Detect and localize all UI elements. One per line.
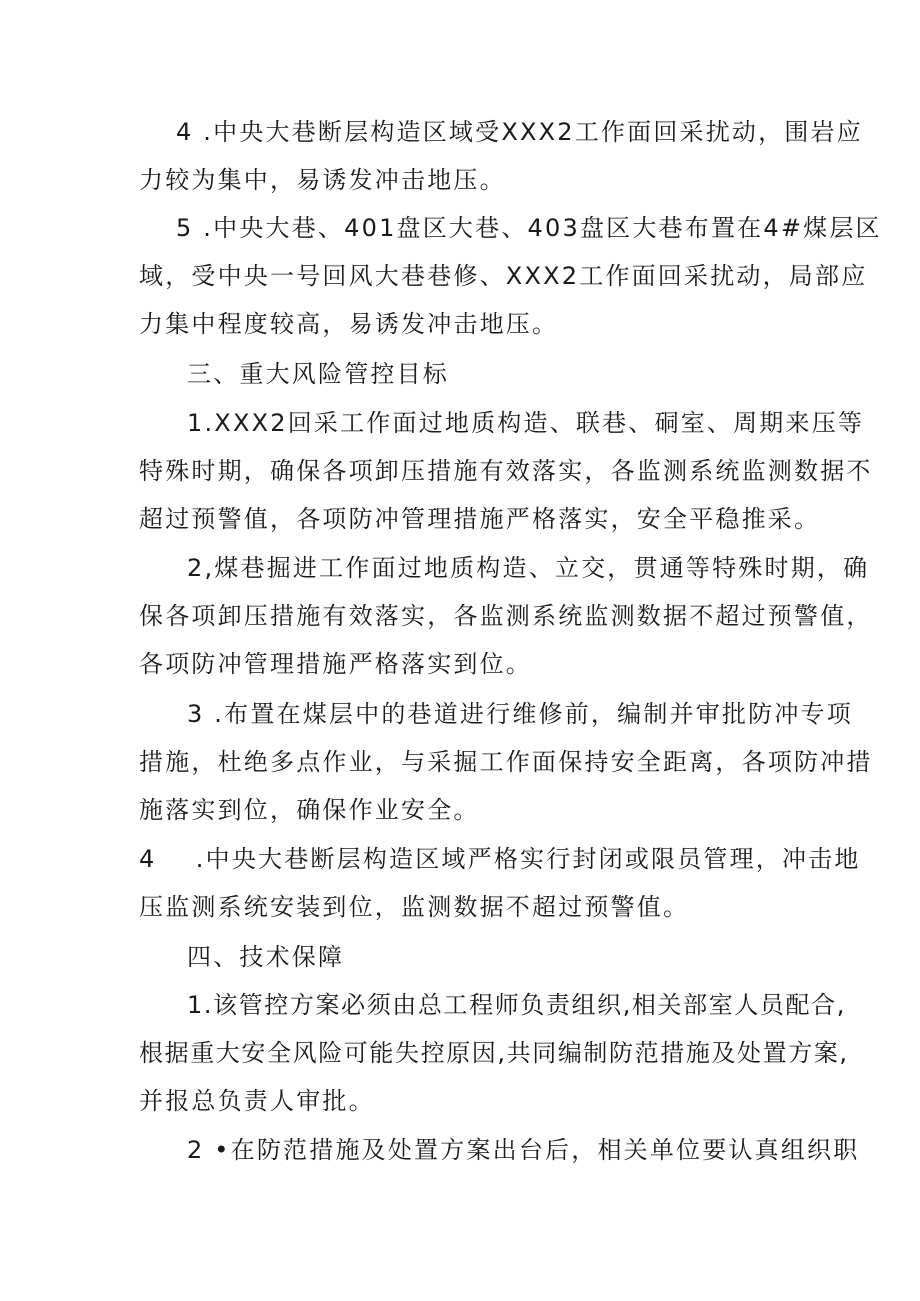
text-line: 4 .中央大巷断层构造区域受XXX2工作面回采扰动，围岩应 bbox=[176, 118, 863, 146]
text-line: 保各项卸压措施有效落实，各监测系统监测数据不超过预警值， bbox=[139, 602, 873, 630]
text-line: 超过预警值，各项防冲管理措施严格落实，安全平稳推采。 bbox=[139, 505, 821, 533]
text-line: 根据重大安全风险可能失控原因,共同编制防范措施及处置方案, bbox=[139, 1039, 849, 1067]
text-line: 力集中程度较高，易诱发冲击地压。 bbox=[139, 310, 559, 338]
text-line: 并报总负责人审批。 bbox=[139, 1087, 375, 1115]
section-heading: 三、重大风险管控目标 bbox=[187, 360, 449, 388]
text-line: 1.该管控方案必须由总工程师负责组织,相关部室人员配合, bbox=[187, 991, 846, 1019]
text-line: 力较为集中，易诱发冲击地压。 bbox=[139, 166, 506, 194]
text-line: 4 .中央大巷断层构造区域严格实行封闭或限员管理，冲击地 bbox=[139, 845, 861, 873]
text-line: 域，受中央一号回风大巷巷修、XXX2工作面回采扰动，局部应 bbox=[139, 262, 868, 290]
section-heading: 四、技术保障 bbox=[187, 943, 345, 971]
text-line: 2 •在防范措施及处置方案出台后，相关单位要认真组织职 bbox=[187, 1136, 860, 1164]
text-line: 3 .布置在煤层中的巷道进行维修前，编制并审批防冲专项 bbox=[187, 700, 853, 728]
text-line: 压监测系统安装到位，监测数据不超过预警值。 bbox=[139, 893, 690, 921]
text-line: 1.XXX2回采工作面过地质构造、联巷、硐室、周期来压等 bbox=[187, 409, 865, 437]
text-line: 施落实到位，确保作业安全。 bbox=[139, 796, 480, 824]
text-line: 2,煤巷掘进工作面过地质构造、立交，贯通等特殊时期，确 bbox=[187, 554, 870, 582]
text-line: 特殊时期，确保各项卸压措施有效落实，各监测系统监测数据不 bbox=[139, 457, 873, 485]
text-line: 措施，杜绝多点作业，与采掘工作面保持安全距离，各项防冲措 bbox=[139, 748, 873, 776]
text-line: 各项防冲管理措施严格落实到位。 bbox=[139, 650, 532, 678]
text-line: 5 .中央大巷、401盘区大巷、403盘区大巷布置在4#煤层区 bbox=[176, 214, 882, 242]
